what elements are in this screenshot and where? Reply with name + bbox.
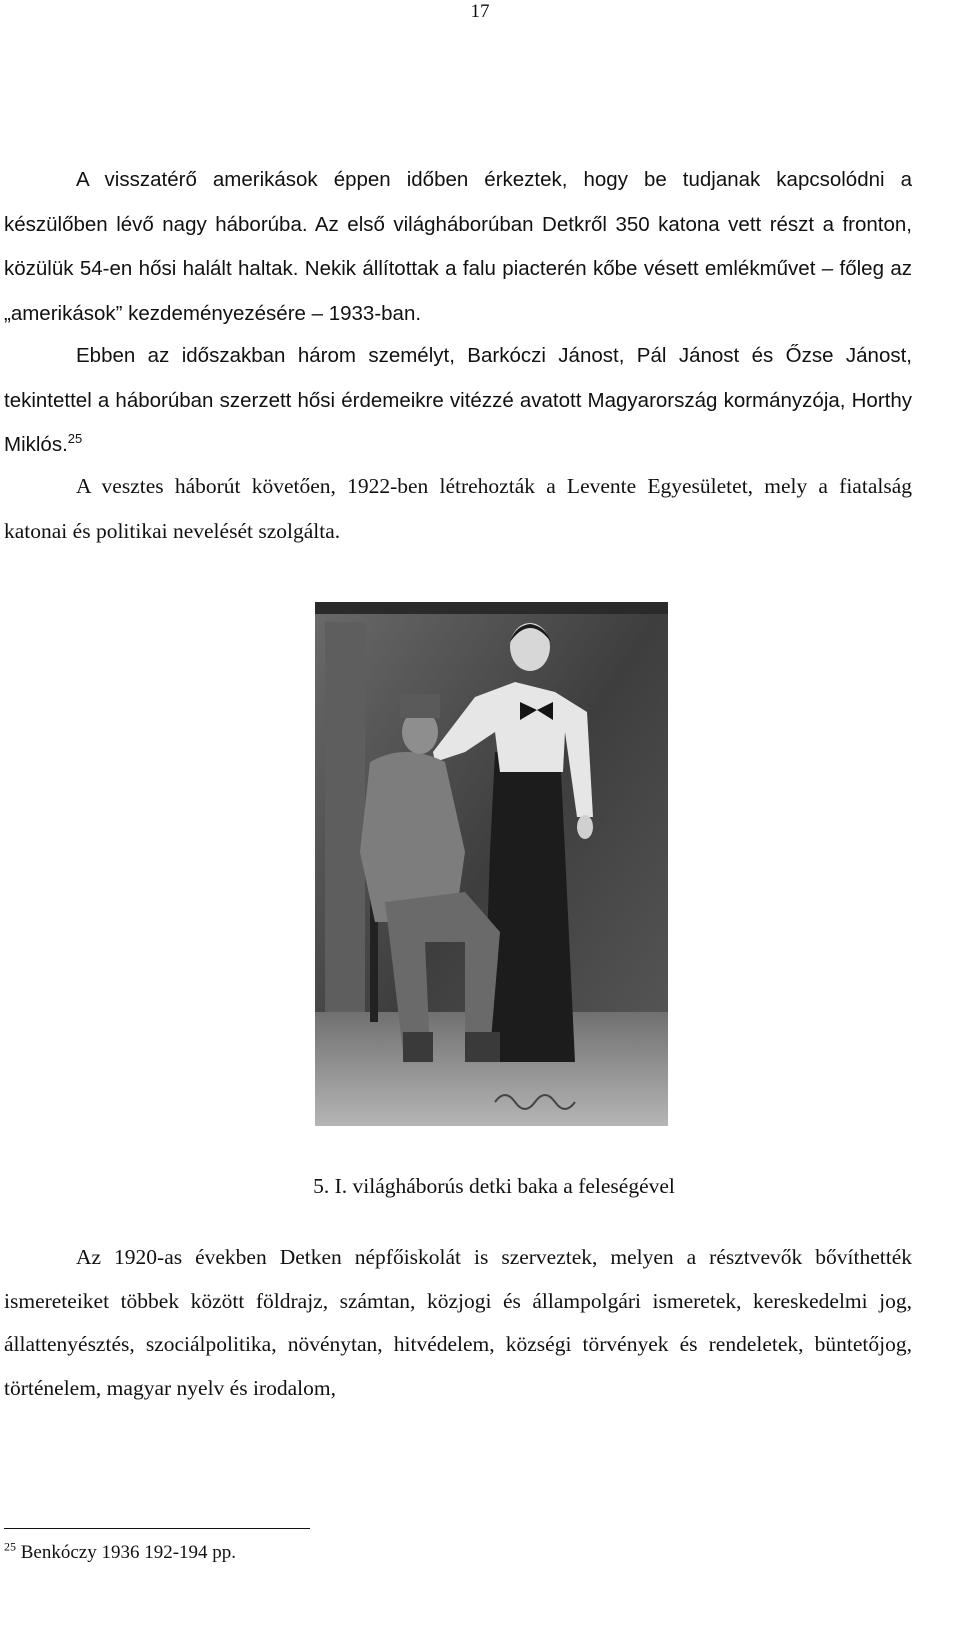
paragraph-1: A visszatérő amerikások éppen időben érkeztek, hogy be tudjanak kapcsolódni a készülőben lévő nagy háborúba. Az első világháborúban Detkről 350 katona vett részt a fronton, közülük 54-en hősi halált haltak. Nekik állítottak a falu piacterén kőbe vésett emlékművet – főleg az „amerikások” kezdeményezésére – 1933-ban. — [4, 168, 912, 325]
paragraph-2-text: Ebben az időszakban három személyt, Barkóczi Jánost, Pál Jánost és Őzse Jánost, tekintettel a háborúban szerzett hősi érdemeikre vitézzé avatott Magyarország kormányzója, Horthy Miklós. — [4, 344, 912, 456]
paragraph-4: Az 1920-as években Detken népfőiskolát is szerveztek, melyen a résztvevők bővíthették ismereteiket többek között földrajz, számtan, közjogi és állampolgári ismeretek, kereskedelmi jog, állattenyésztés, szociálpolitika, növénytan, hitvédelem, községi törvények és rendeletek, büntetőjog, történelem, magyar nyelv és irodalom, — [4, 1245, 912, 1400]
footnote-number: 25 — [4, 1539, 16, 1554]
footnote-text: Benkóczy 1936 192-194 pp. — [20, 1542, 237, 1563]
figure-caption: 5. I. világháborús detki baka a feleségével — [313, 1174, 675, 1198]
paragraph-2 — [4, 334, 912, 468]
photograph-image — [315, 602, 668, 1126]
footnote-separator — [4, 1528, 310, 1529]
paragraph-3: A vesztes háborút követően, 1922-ben létrehozták a Levente Egyesületet, mely a fiatalság katonai és politikai nevelését szolgálta. — [4, 474, 912, 543]
footnote — [4, 1538, 236, 1568]
page-number: 17 — [470, 1, 490, 22]
historical-photograph — [315, 602, 668, 1126]
footnote-reference[interactable]: 25 — [67, 431, 83, 447]
